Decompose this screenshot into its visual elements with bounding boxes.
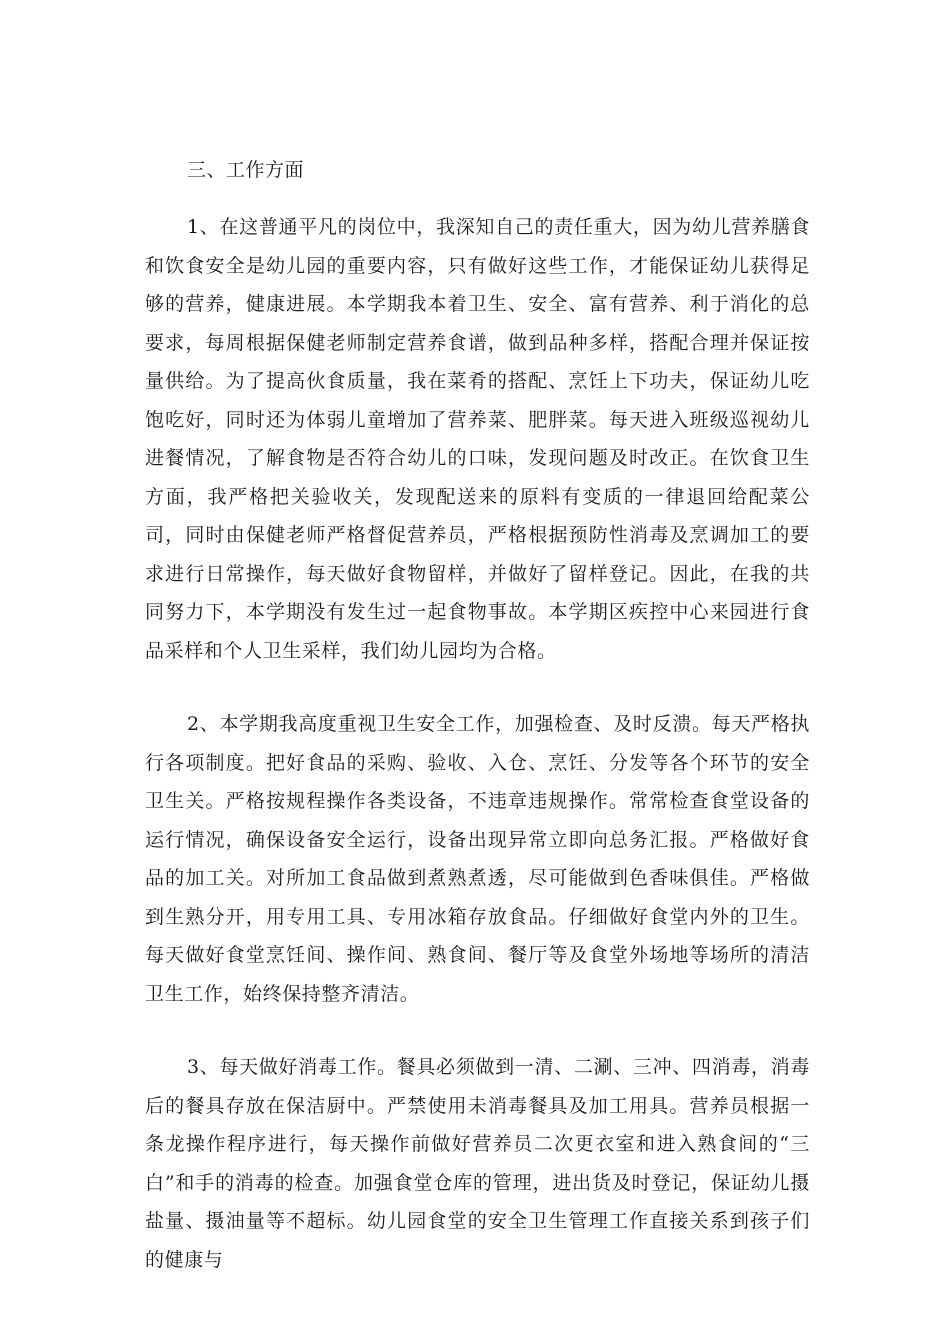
paragraph-1: 1、在这普通平凡的岗位中，我深知自己的责任重大，因为幼儿营养膳食和饮食安全是幼儿园的重要内容，只有做好这些工作，才能保证幼儿获得足够的营养，健康进展。本学期我本着卫生、安全、富有营养、利于消化的总要求，每周根据保健老师制定营养食谱，做到品种多样，搭配合理并保证按量供给。为了提高伙食质量，我在菜肴的搭配、烹饪上下功夫，保证幼儿吃饱吃好，同时还为体弱儿童增加了营养菜、肥胖菜。每天进入班级巡视幼儿进餐情况，了解食物是否符合幼儿的口味，发现问题及时改正。在饮食卫生方面，我严格把关验收关，发现配送来的原料有变质的一律退回给配菜公司，同时由保健老师严格督促营养员，严格根据预防性消毒及烹调加工的要求进行日常操作，每天做好食物留样，并做好了留样登记。因此，在我的共同努力下，本学期没有发生过一起食物事故。本学期区疾控中心来园进行食品采样和个人卫生采样，我们幼儿园均为合格。	[145, 216, 810, 662]
section-heading: 三、工作方面	[187, 159, 305, 181]
paragraph-2: 2、本学期我高度重视卫生安全工作，加强检查、及时反溃。每天严格执行各项制度。把好食品的采购、验收、入仓、烹饪、分发等各个环节的安全卫生关。严格按规程操作各类设备，不违章违规操作。常常检查食堂设备的运行情况，确保设备安全运行，设备出现异常立即向总务汇报。严格做好食品的加工关。对所加工食品做到煮熟煮透，尽可能做到色香味俱佳。严格做到生熟分开，用专用工具、专用冰箱存放食品。仔细做好食堂内外的卫生。每天做好食堂烹饪间、操作间、熟食间、餐厅等及食堂外场地等场所的清洁卫生工作，始终保持整齐清洁。	[145, 713, 810, 1005]
document-page	[145, 150, 810, 1279]
paragraph-3: 3、每天做好消毒工作。餐具必须做到一清、二涮、三冲、四消毒，消毒后的餐具存放在保洁厨中。严禁使用未消毒餐具及加工用具。营养员根据一条龙操作程序进行，每天操作前做好营养员二次更衣室和进入熟食间的“三白”和手的消毒的检查。加强食堂仓库的管理，进出货及时登记，保证幼儿摄盐量、摄油量等不超标。幼儿园食堂的安全卫生管理工作直接关系到孩子们的健康与	[145, 1056, 810, 1271]
